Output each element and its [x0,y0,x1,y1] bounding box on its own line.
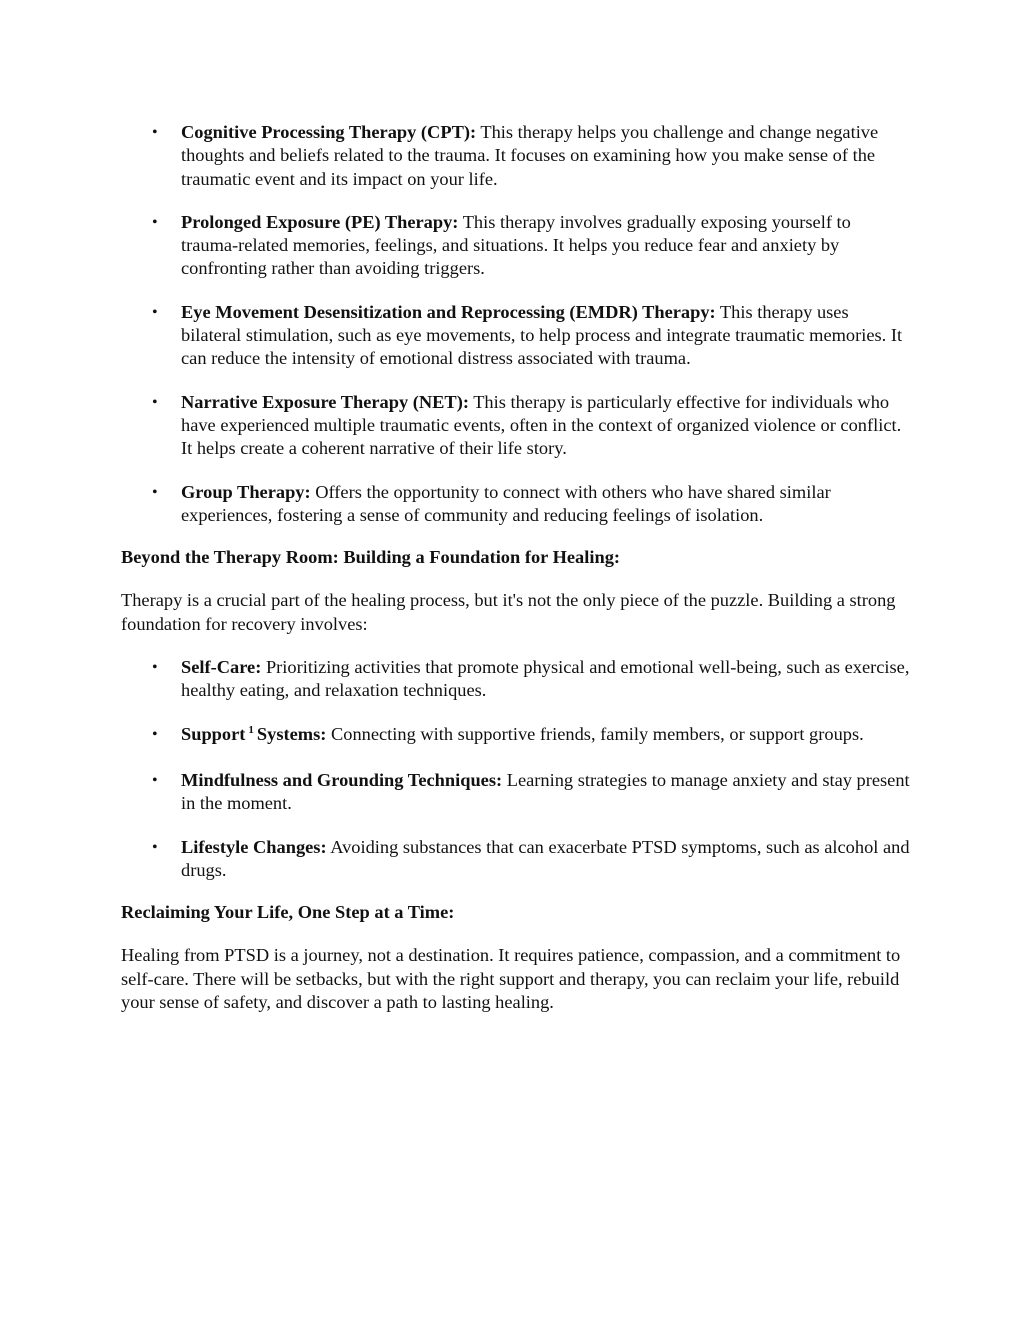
bullet-icon: • [152,483,158,501]
bullet-icon: • [152,124,158,141]
list-item-term: Prolonged Exposure (PE) Therapy: [181,211,459,232]
list-item-term: Mindfulness and Grounding Techniques: [181,769,503,790]
list-item [121,121,911,191]
list-item [121,656,911,703]
list-item-term: Lifestyle Changes: [181,836,327,857]
bullet-icon: • [152,725,158,743]
list-item-text: This therapy helps you challenge and change negative thoughts and beliefs related to the trauma. It focuses on examining how you make sense of the traumatic event and its impact on your life. [181,122,879,189]
bullet-icon: • [152,659,158,677]
bullet-icon: • [152,838,158,856]
section-heading-reclaim: Reclaiming Your Life, One Step at a Time: [121,902,455,923]
list-item [121,391,911,461]
list-item-term: Systems: [256,723,327,744]
list-item [121,723,911,749]
section-heading-foundation: Beyond the Therapy Room: Building a Foundation for Healing: [121,547,621,568]
list-item-text: Learning strategies to manage anxiety and stay present in the moment. [181,769,910,814]
list-item [121,211,911,281]
list-item-term: Support [181,723,246,744]
bullet-icon: • [152,393,158,411]
list-item [121,769,911,816]
bullet-icon: • [152,771,158,789]
list-item-text: Offers the opportunity to connect with others who have shared similar experiences, fostering a sense of community and reducing feelings of isolation. [181,481,831,525]
reclaim-paragraph: Healing from PTSD is a journey, not a destination. It requires patience, compassion, and a commitment to self-care. There will be setbacks, but with the right support and therapy, you can reclaim your life, rebuild your sense of safety, and discover a path to lasting healing. [121,945,901,1013]
list-item-text: This therapy uses bilateral stimulation, such as eye movements, to help process and integrate traumatic memories. It can reduce the intensity of emotional distress associated with trauma. [181,301,903,369]
list-item-term: Group Therapy: [181,481,311,502]
list-item-text: This therapy involves gradually exposing yourself to trauma-related memories, feelings, and situations. It helps you reduce fear and anxiety by confronting rather than avoiding triggers. [181,211,851,279]
list-item-term: Cognitive Processing Therapy (CPT): [181,122,477,142]
list-item-term: Self-Care: [181,657,262,678]
bullet-icon: • [152,303,158,321]
document-page [121,121,911,1034]
list-item-term: Eye Movement Desensitization and Reprocessing (EMDR) Therapy: [181,301,716,322]
list-item [121,836,911,883]
list-item-text: Connecting with supportive friends, family members, or support groups. [330,723,864,744]
list-item-text: Prioritizing activities that promote physical and emotional well-being, such as exercise, healthy eating, and relaxation techniques. [181,657,910,701]
list-item [121,481,911,528]
footnote-marker[interactable]: 1 [248,723,254,736]
list-item-text: This therapy is particularly effective for individuals who have experienced multiple traumatic events, often in the context of organized violence or conflict. It helps create a coherent narrative of their life story. [181,391,902,459]
list-item-term: Narrative Exposure Therapy (NET): [181,391,469,412]
foundation-list [121,656,911,882]
list-item [121,301,911,371]
foundation-intro-paragraph: Therapy is a crucial part of the healing process, but it's not the only piece of the puzzle. Building a strong foundation for recovery involves: [121,590,896,634]
therapy-list [121,121,911,527]
bullet-icon: • [152,213,158,231]
list-item-text: Avoiding substances that can exacerbate PTSD symptoms, such as alcohol and drugs. [181,836,910,880]
